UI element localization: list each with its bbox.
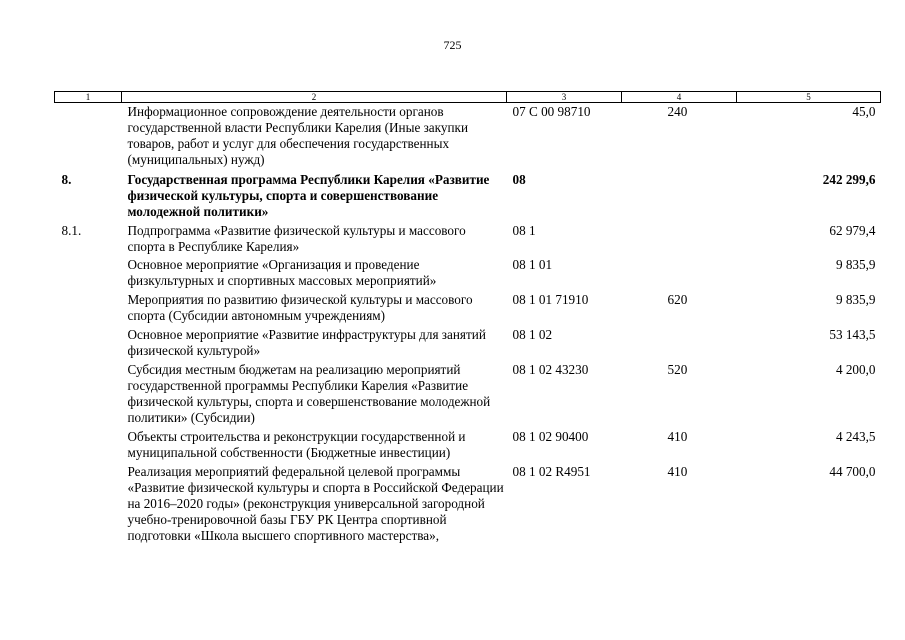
row-number: [55, 429, 122, 464]
column-header-3: 3: [507, 92, 622, 103]
row-amount: 53 143,5: [829, 327, 876, 342]
table-row: [55, 429, 881, 464]
row-name: Субсидия местным бюджетам на реализацию мероприятий государственной программы Республики Карелия «Развитие физической культуры, спорта и совершенствование молодежной политики» (Субсидии): [127, 362, 491, 425]
row-name: Информационное сопровождение деятельности органов государственной власти Республики Карелия (Иные закупки товаров, работ и услуг для обеспечения государственных (муниципальных) нужд): [127, 104, 468, 167]
row-code: 08 1 02 R4951: [512, 464, 591, 479]
row-code: 08 1 02: [512, 327, 553, 342]
column-header-5: 5: [737, 92, 881, 103]
page-number: 725: [443, 38, 462, 52]
table-row: [55, 327, 881, 362]
row-name: Основное мероприятие «Развитие инфраструктуры для занятий физической культурой»: [127, 327, 486, 358]
row-name: Государственная программа Республики Карелия «Развитие физической культуры, спорта и совершенствование молодежной политики»: [127, 172, 490, 219]
row-code: 07 С 00 98710: [512, 104, 591, 119]
row-code: 08 1 02 90400: [512, 429, 589, 444]
row-amount: 242 299,6: [822, 172, 876, 187]
row-code: 08 1 02 43230: [512, 362, 589, 377]
row-number: 8.: [61, 172, 72, 187]
row-number: [55, 103, 122, 170]
row-expense-type: 410: [667, 429, 688, 444]
table-row: [55, 257, 881, 292]
table-row: [55, 103, 881, 170]
row-number: [55, 257, 122, 292]
row-amount: 44 700,0: [829, 464, 876, 479]
row-expense-type: 520: [667, 362, 688, 377]
row-code: 08: [512, 172, 526, 187]
column-header-4: 4: [622, 92, 737, 103]
row-expense-type: [622, 257, 737, 292]
row-name: Подпрограмма «Развитие физической культуры и массового спорта в Республике Карелия»: [127, 223, 466, 254]
row-amount: 9 835,9: [835, 257, 876, 272]
row-expense-type: [622, 221, 737, 257]
row-code: 08 1 01 71910: [512, 292, 589, 307]
row-number: 8.1.: [61, 223, 82, 238]
row-amount: 4 200,0: [835, 362, 876, 377]
table-header-row: [55, 92, 881, 103]
row-name: Основное мероприятие «Организация и проведение физкультурных и спортивных массовых мероприятий»: [127, 257, 437, 288]
column-header-1: 1: [55, 92, 122, 103]
table-row: [55, 464, 881, 547]
row-number: [55, 464, 122, 547]
row-code: 08 1: [512, 223, 536, 238]
table-row: [55, 221, 881, 257]
row-code: 08 1 01: [512, 257, 553, 272]
table-row: [55, 169, 881, 221]
row-expense-type: 240: [667, 104, 688, 119]
row-number: [55, 327, 122, 362]
row-expense-type: 620: [667, 292, 688, 307]
row-amount: 4 243,5: [835, 429, 876, 444]
row-name: Объекты строительства и реконструкции государственной и муниципальной собственности (Бюджетные инвестиции): [127, 429, 466, 460]
row-amount: 45,0: [852, 104, 876, 119]
row-number: [55, 292, 122, 327]
row-expense-type: 410: [667, 464, 688, 479]
row-name: Реализация мероприятий федеральной целевой программы «Развитие физической культуры и спорта в Российской Федерации на 2016–2020 годы» (реконструкция универсальной загородной учебно-тренировочной базы ГБУ РК Центра спортивной подготовки «Школа высшего спортивного мастерства»,: [127, 464, 504, 543]
row-name: Мероприятия по развитию физической культуры и массового спорта (Субсидии автономным учреждениям): [127, 292, 473, 323]
row-expense-type: [622, 327, 737, 362]
row-number: [55, 362, 122, 429]
table-row: [55, 362, 881, 429]
row-amount: 9 835,9: [835, 292, 876, 307]
row-amount: 62 979,4: [829, 223, 876, 238]
column-header-2: 2: [122, 92, 507, 103]
budget-table: [54, 91, 881, 547]
row-expense-type: [622, 169, 737, 221]
table-row: [55, 292, 881, 327]
